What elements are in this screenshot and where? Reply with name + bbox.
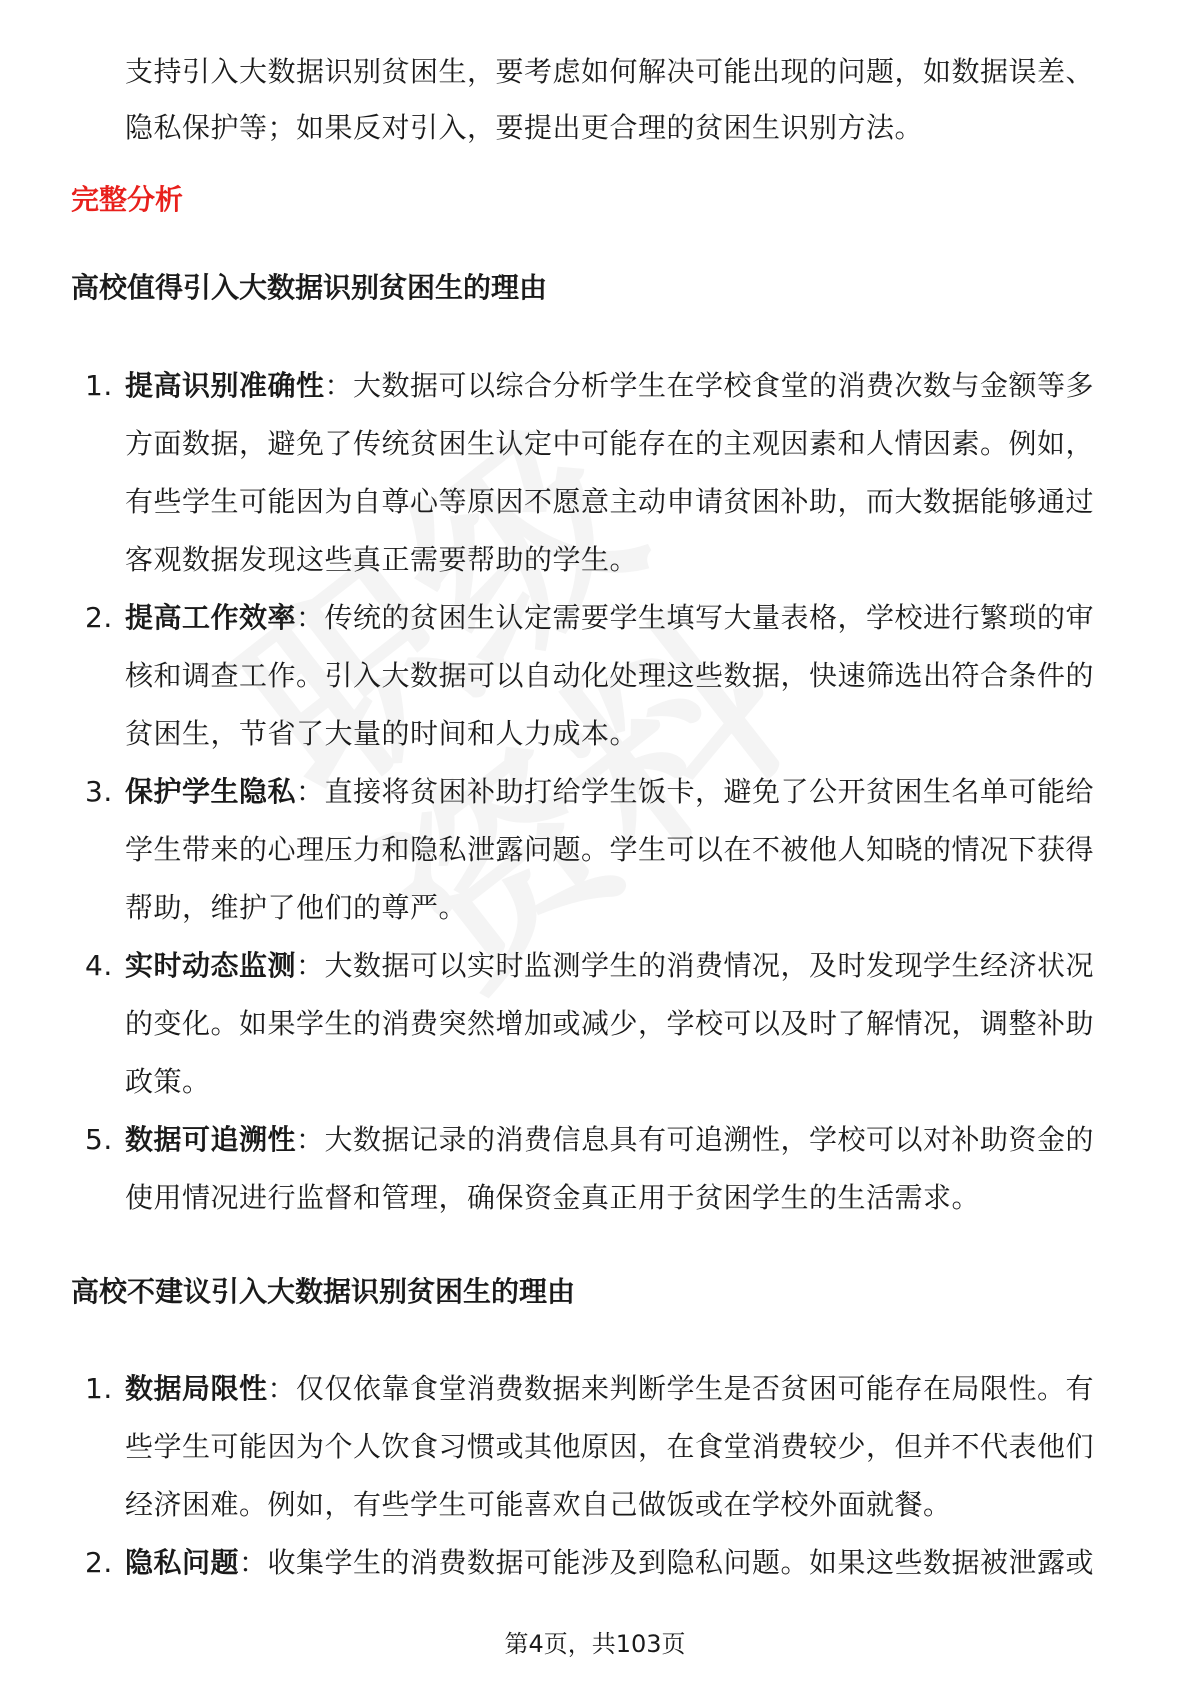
list-term: 提高工作效率: [125, 601, 297, 634]
list-term: 提高识别准确性: [125, 369, 325, 402]
list-text: ：大数据记录的消费信息具有可追溯性，学校可以对补助资金的使用情况进行监督和管理，确保资金真正用于贫困学生的生活需求。: [125, 1123, 1095, 1214]
list-number: 2.: [85, 601, 113, 634]
section-heading-cons: 高校不建议引入大数据识别贫困生的理由: [71, 1275, 576, 1308]
list-number: 1.: [85, 369, 113, 402]
list-number: 5.: [85, 1123, 113, 1156]
list-term: 实时动态监测: [125, 949, 297, 982]
list-item: [71, 357, 1121, 589]
list-number: 2.: [85, 1546, 113, 1579]
page-footer: 第4页，共103页: [504, 1630, 686, 1658]
section-heading-pros: 高校值得引入大数据识别贫困生的理由: [71, 271, 548, 304]
list-text: ：直接将贫困补助打给学生饭卡，避免了公开贫困生名单可能给学生带来的心理压力和隐私泄露问题。学生可以在不被他人知晓的情况下获得帮助，维护了他们的尊严。: [125, 775, 1095, 924]
list-item: [71, 937, 1121, 1111]
section-label: 完整分析: [71, 183, 184, 216]
list-text: ：传统的贫困生认定需要学生填写大量表格，学校进行繁琐的审核和调查工作。引入大数据可以自动化处理这些数据，快速筛选出符合条件的贫困生，节省了大量的时间和人力成本。: [125, 601, 1095, 750]
list-text: ：仅仅依靠食堂消费数据来判断学生是否贫困可能存在局限性。有些学生可能因为个人饮食习惯或其他原因，在食堂消费较少，但并不代表他们经济困难。例如，有些学生可能喜欢自己做饭或在学校外面就餐。: [125, 1372, 1095, 1521]
list-number: 4.: [85, 949, 113, 982]
list-term: 保护学生隐私: [125, 775, 297, 808]
list-item: [71, 1111, 1121, 1227]
list-term: 数据局限性: [125, 1372, 268, 1405]
list-term: 数据可追溯性: [125, 1123, 297, 1156]
list-text: ：大数据可以综合分析学生在学校食堂的消费次数与金额等多方面数据，避免了传统贫困生认定中可能存在的主观因素和人情因素。例如，有些学生可能因为自尊心等原因不愿意主动申请贫困补助，而大数据能够通过客观数据发现这些真正需要帮助的学生。: [125, 369, 1095, 576]
intro-paragraph: 支持引入大数据识别贫困生，要考虑如何解决可能出现的问题，如数据误差、隐私保护等；如果反对引入，要提出更合理的贫困生识别方法。: [125, 55, 1095, 144]
list-text: ：收集学生的消费数据可能涉及到隐私问题。如果这些数据被泄露或: [239, 1546, 1095, 1579]
list-number: 3.: [85, 775, 113, 808]
list-term: 隐私问题: [125, 1546, 240, 1579]
list-item: [71, 1360, 1121, 1534]
pros-list: [71, 357, 1121, 1227]
list-item: [71, 1534, 1121, 1592]
list-number: 1.: [85, 1372, 113, 1405]
list-item: [71, 763, 1121, 937]
list-text: ：大数据可以实时监测学生的消费情况，及时发现学生经济状况的变化。如果学生的消费突然增加或减少，学校可以及时了解情况，调整补助政策。: [125, 949, 1095, 1098]
list-item: [71, 589, 1121, 763]
cons-list: [71, 1360, 1121, 1592]
